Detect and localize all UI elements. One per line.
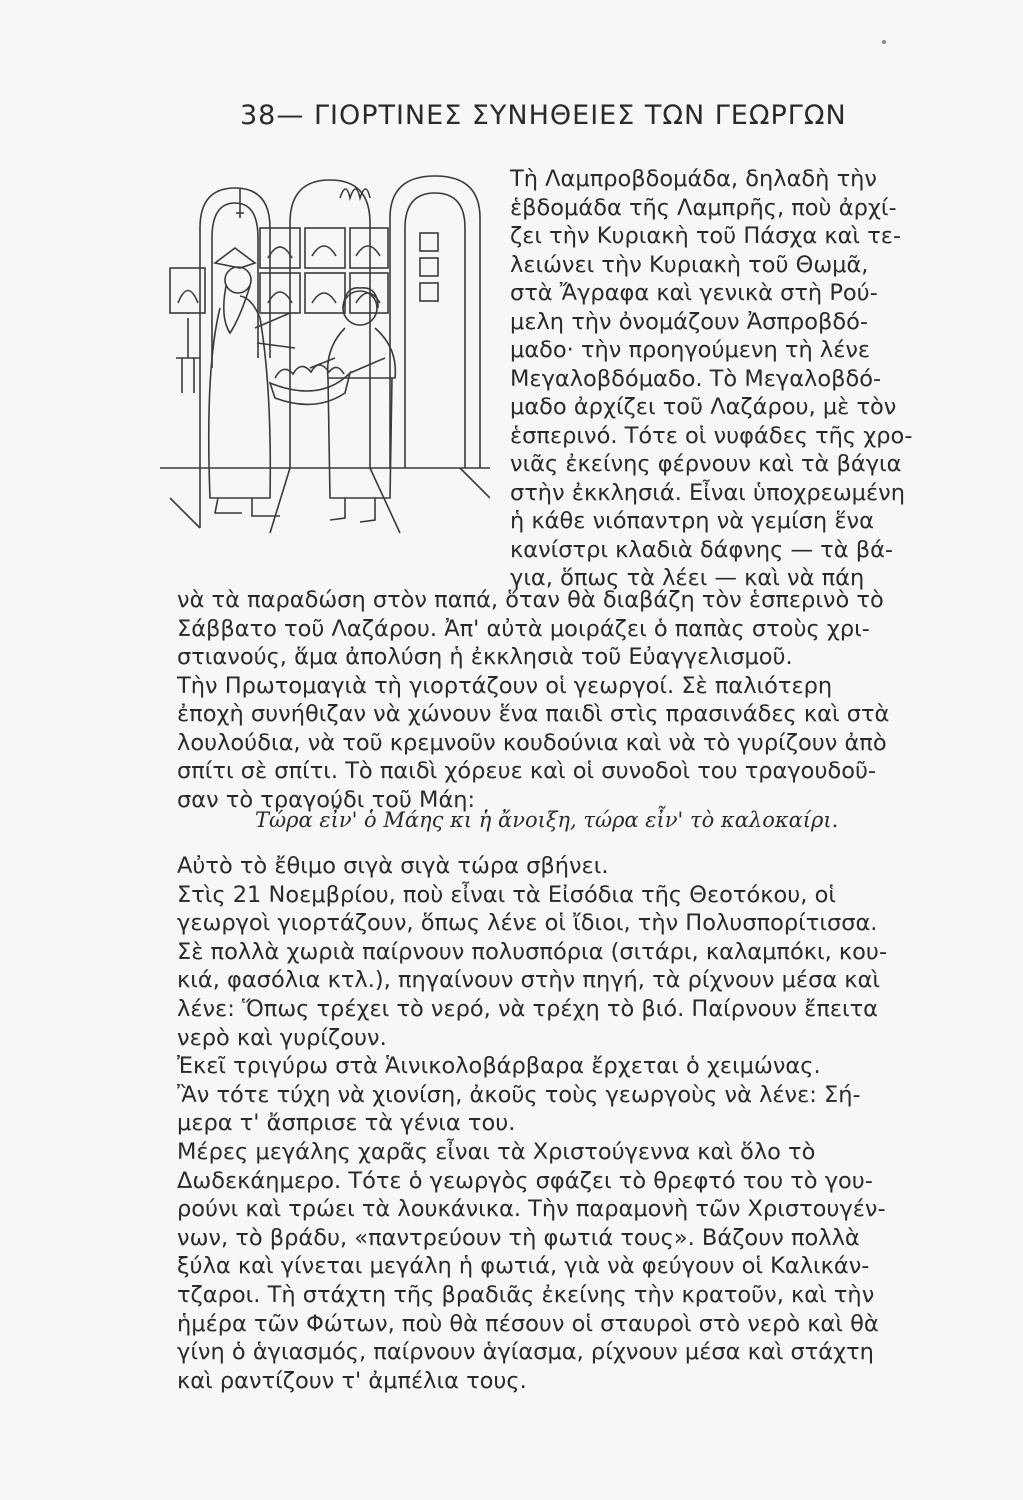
text-line: νων, τὸ βράδυ, «παντρεύουν τὴ φωτιά τους». Βάζουν πολλὰ xyxy=(177,1224,860,1251)
text-line: Στὶς 21 Νοεμβρίου, ποὺ εἶναι τὰ Εἰσόδια τῆς Θεοτόκου, οἱ xyxy=(177,881,836,908)
text-line: κανίστρι κλαδιὰ δάφνης — τὰ βά- xyxy=(510,536,894,563)
may-song-verse: Τώρα εἶν' ὁ Μάης κι ἡ ἄνοιξη, τώρα εἶν' τὸ καλοκαίρι. xyxy=(255,808,839,832)
text-line: μελη τὴν ὀνομάζουν Ἀσπροβδό- xyxy=(510,308,868,335)
text-line: μαδο· τὴν προηγούμενη τὴ λένε xyxy=(510,337,871,363)
text-line: γεωργοὶ γιορτάζουν, ὅπως λένε οἱ ἴδιοι, τὴν Πολυσπορίτισσα. xyxy=(177,910,878,937)
text-line: Ἐκεῖ τριγύρω στὰ Ἁινικολοβάρβαρα ἔρχεται ὁ χειμώνας. xyxy=(177,1053,821,1080)
text-line: σπίτι σὲ σπίτι. Τὸ παιδὶ χόρευε καὶ οἱ συνοδοὶ του τραγουδοῦ- xyxy=(177,758,877,784)
text-line: Αὐτὸ τὸ ἔθιμο σιγὰ σιγὰ τώρα σβήνει. xyxy=(177,853,609,879)
text-line: Σάββατο τοῦ Λαζάρου. Ἀπ' αὐτὰ μοιράζει ὁ παπὰς στοὺς χρι- xyxy=(177,615,870,642)
text-line: γίνη ὁ ἁγιασμός, παίρνουν ἁγίασμα, ρίχνουν μέσα καὶ στάχτη xyxy=(177,1339,874,1366)
text-line: Τὴ Λαμπροβδομάδα, δηλαδὴ τὴν xyxy=(510,166,877,192)
text-line: καὶ ραντίζουν τ' ἀμπέλια τους. xyxy=(177,1367,527,1394)
text-line: Τὴν Πρωτομαγιὰ τὴ γιορτάζουν οἱ γεωργοί. Σὲ παλιότερη xyxy=(177,672,833,699)
text-line: νὰ τὰ παραδώση στὸν παπά, ὅταν θὰ διαβάζη τὸν ἑσπερινὸ τὸ xyxy=(177,587,884,613)
text-line: ξύλα καὶ γίνεται μεγάλη ἡ φωτιά, γιὰ νὰ φεύγουν οἱ Καλικάν- xyxy=(177,1253,870,1280)
text-line: μερα τ' ἄσπρισε τὰ γένια του. xyxy=(177,1110,516,1137)
text-line: Μέρες μεγάλης χαρᾶς εἶναι τὰ Χριστούγεννα καὶ ὅλο τὸ xyxy=(177,1139,816,1165)
text-line: ἡμέρα τῶν Φώτων, ποὺ θὰ πέσουν οἱ σταυροὶ στὸ νερὸ καὶ θὰ xyxy=(177,1310,879,1337)
text-line: σαν τὸ τραγούδι τοῦ Μάη: xyxy=(177,786,476,813)
text-line: ἐποχὴ συνήθιζαν νὰ χώνουν ἕνα παιδὶ στὶς πρασινάδες καὶ στὰ xyxy=(177,701,890,727)
text-line: Μεγαλοβδόμαδο. Τὸ Μεγαλοβδό- xyxy=(510,365,882,392)
text-line: ἡ κάθε νιόπαντρη νὰ γεμίση ἕνα xyxy=(510,508,874,534)
text-line: ρούνι καὶ τρώει τὰ λουκάνικα. Τὴν παραμονὴ τῶν Χριστουγέν- xyxy=(177,1196,886,1223)
text-line: Σὲ πολλὰ χωριὰ παίρνουν πολυσπόρια (σιτάρι, καλαμπόκι, κου- xyxy=(177,938,888,965)
text-line: τζαροι. Τὴ στάχτη τῆς βραδιᾶς ἐκείνης τὴν κρατοῦν, καὶ τὴν xyxy=(177,1282,875,1308)
text-line: στιανούς, ἅμα ἀπολύση ἡ ἐκκλησιὰ τοῦ Εὐαγγελισμοῦ. xyxy=(177,644,793,670)
text-line: Δωδεκάημερο. Τότε ὁ γεωργὸς σφάζει τὸ θρεφτό του τὸ γου- xyxy=(177,1167,873,1194)
text-line: ἑσπερινό. Τότε οἱ νυφάδες τῆς χρο- xyxy=(510,422,913,449)
text-line: στὰ Ἄγραφα καὶ γενικὰ στὴ Ρού- xyxy=(510,280,878,306)
page-header: 38— ΓΙΟΡΤΙΝΕΣ ΣΥΝΗΘΕΙΕΣ ΤΩΝ ΓΕΩΡΓΩΝ xyxy=(240,100,847,131)
page-speck xyxy=(882,40,886,44)
text-line: για, ὅπως τὰ λέει — καὶ νὰ πάη xyxy=(510,565,865,591)
text-line: μαδο ἀρχίζει τοῦ Λαζάρου, μὲ τὸν xyxy=(510,394,897,420)
text-line: λένε: Ὅπως τρέχει τὸ νερό, νὰ τρέχη τὸ βιό. Παίρνουν ἔπειτα xyxy=(177,996,879,1022)
text-line: κιά, φασόλια κτλ.), πηγαίνουν στὴν πηγή, τὰ ρίχνουν μέσα καὶ xyxy=(177,967,881,994)
text-line: ἑβδομάδα τῆς Λαμπρῆς, ποὺ ἀρχί- xyxy=(510,194,897,221)
text-line: λουλούδια, νὰ τοῦ κρεμνοῦν κουδούνια καὶ νὰ τὸ γυρίζουν ἀπὸ xyxy=(177,729,887,756)
text-line: ζει τὴν Κυριακὴ τοῦ Πάσχα καὶ τε- xyxy=(510,223,902,249)
text-line: νιᾶς ἐκείνης φέρνουν καὶ τὰ βάγια xyxy=(510,451,902,477)
text-line: λειώνει τὴν Κυριακὴ τοῦ Θωμᾶ, xyxy=(510,251,869,278)
priest-and-woman-icon xyxy=(160,168,490,543)
text-line: στὴν ἐκκλησιά. Εἶναι ὑποχρεωμένη xyxy=(510,479,905,506)
text-line: Ἂν τότε τύχη νὰ χιονίση, ἀκοῦς τοὺς γεωργοὺς νὰ λένε: Σή- xyxy=(177,1081,861,1108)
text-line: νερὸ καὶ γυρίζουν. xyxy=(177,1024,387,1051)
